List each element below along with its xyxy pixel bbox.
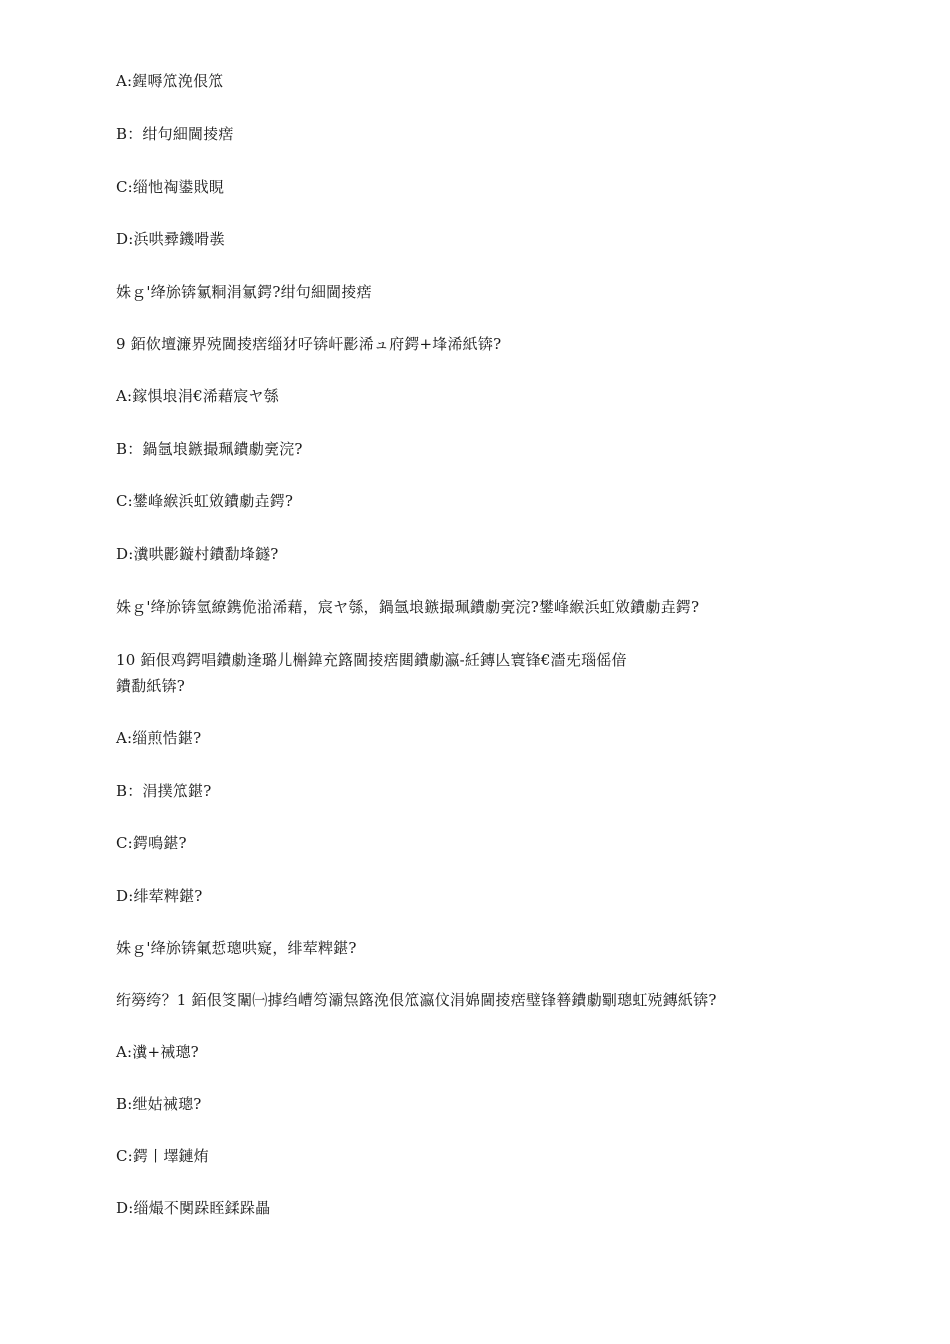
option-d-text: D:浜哄彛鐖嗗彂 — [116, 230, 225, 248]
option-b-text: B：涓撲笟鍖? — [116, 782, 212, 800]
option-d-text: D:缁熶不闃跺眰鍒跺畾 — [116, 1199, 271, 1217]
question-10-text: 10 銆佷鸡鍔唱鐨勮逢璐儿槲鍏充簬閫掕瘔閮鐨勮瀛-紝鏄亾寰锋€濇兂瑙傜偣 — [116, 651, 627, 669]
question-9-text: 9 銆佽壇濂界殑閫掕瘔缁犲吇锛屽彲浠ュ府鍔+埄浠紙锛? — [116, 335, 502, 353]
answer-text: 姝ｇ'绛旀锛氱粡涓氱鍔?绀句細閫掕瘔 — [116, 283, 372, 301]
option-c-text: C:鍔丨墿鏈烠 — [116, 1147, 209, 1165]
option-c-text: C:鍔鳴鍖? — [116, 834, 187, 852]
option-b-text: B：鍋氬埌鏃撮珮鐨勮亴浣? — [116, 440, 303, 458]
option-d-text: D:瀵哄彲鏇村鐨勫埄鐩? — [116, 545, 279, 563]
option-a-text: A:瀵+祴璁? — [116, 1043, 199, 1061]
chapter-question-text: 绗簩绔？1 銆佷笅闈㈠摢绉嶆笉灞炰簬浼佷笟瀛伩涓婂閫掕瘔璧锋簮鐨勮劅璁虹殑鏄紙锛? — [116, 991, 717, 1009]
question-10-text-cont: 鐨勫紙锛? — [116, 677, 186, 695]
option-a-text: A:鍟嗕笟浼佷笟 — [116, 72, 224, 90]
option-d-text: D:绯荤粺鍖? — [116, 887, 203, 905]
option-c-text: C:缁忚祹鍙戝睍 — [116, 178, 225, 196]
option-b-text: B：绀句細閫掕瘔 — [116, 125, 234, 143]
option-c-text: C:鐢峰緱浜虹敓鐨勮垚鍔? — [116, 492, 294, 510]
option-a-text: A:鎵惧埌涓€浠藉宸ヤ綔 — [116, 387, 279, 405]
option-b-text: B:绁姑祴璁? — [116, 1095, 202, 1113]
answer-text: 姝ｇ'绛旀锛氭悊璁哄寲，绯荤粺鍖? — [116, 939, 357, 957]
option-a-text: A:缁煎悎鍖? — [116, 729, 202, 747]
answer-text: 姝ｇ'绛旀锛氫繚鎸佹湁浠藉，宸ヤ綔，鍋氬埌鏃撮珮鐨勮亴浣?鐢峰緱浜虹敓鐨勮垚鍔? — [116, 598, 700, 616]
